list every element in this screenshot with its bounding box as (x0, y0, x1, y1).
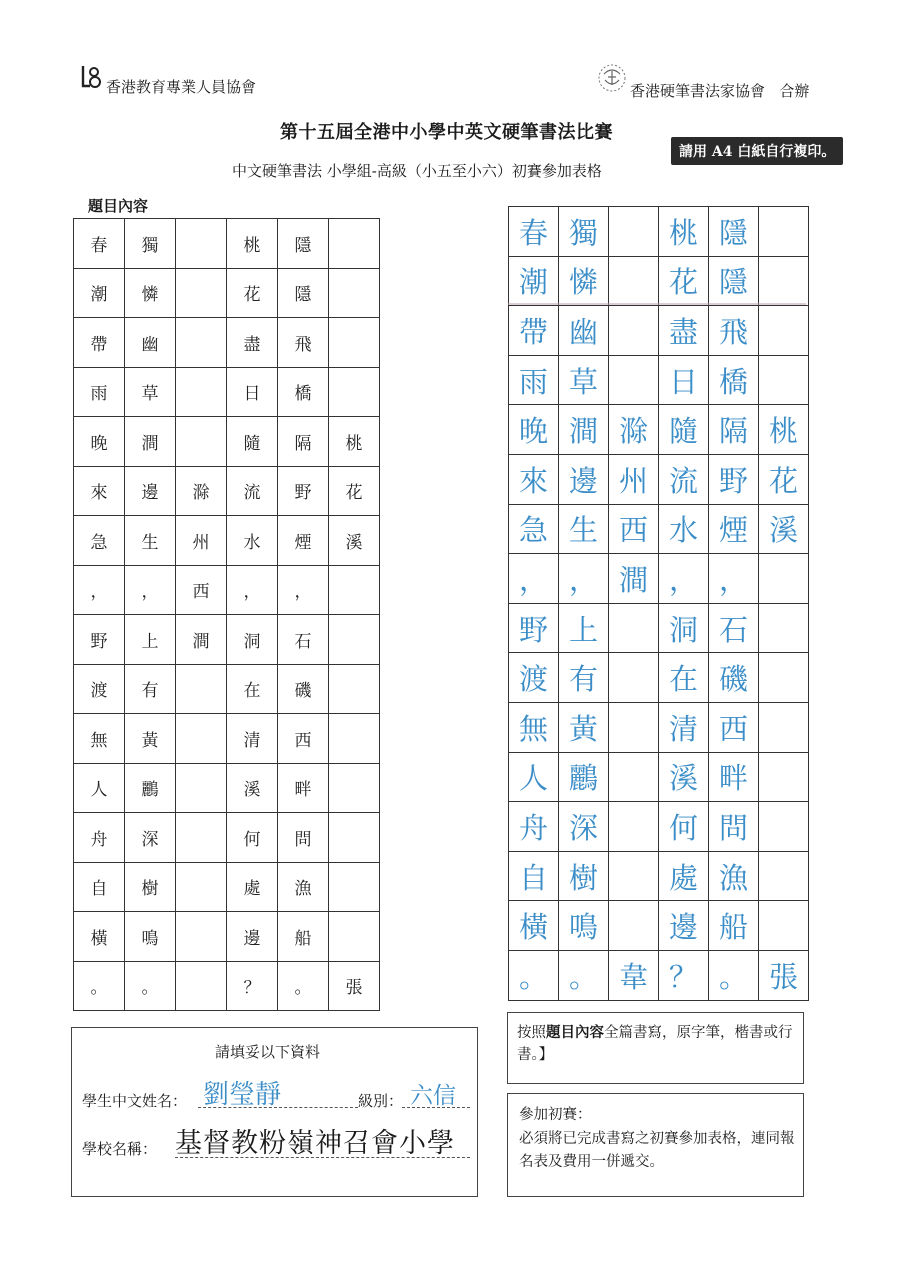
reference-char-cell: 西 (176, 565, 227, 615)
grid-row (509, 554, 809, 604)
handwritten-answer-grid (508, 206, 809, 1001)
grid-row (74, 565, 380, 615)
reference-char-cell: 盡 (227, 318, 278, 368)
handwritten-char-cell: 生 (559, 504, 609, 554)
handwritten-char-cell: 晚 (509, 405, 559, 455)
handwritten-char-cell: 桃 (759, 405, 809, 455)
handwritten-char-cell: 清 (659, 702, 709, 752)
reference-char-cell: 橫 (74, 912, 125, 962)
handwritten-char-cell: 何 (659, 802, 709, 852)
handwritten-char-cell: 韋 (609, 950, 659, 1000)
grid-row (74, 912, 380, 962)
handwritten-char-cell: 鳴 (559, 901, 609, 951)
reference-char-cell: 無 (74, 714, 125, 764)
grade-label: 級別： (358, 1092, 404, 1110)
reference-char-cell (329, 565, 380, 615)
handwritten-char-cell: 雨 (509, 355, 559, 405)
reference-char-cell (329, 862, 380, 912)
reference-char-cell (329, 714, 380, 764)
handwritten-char-cell: 隨 (659, 405, 709, 455)
handwritten-char-cell: 花 (659, 256, 709, 306)
reference-char-cell: ， (227, 565, 278, 615)
reference-char-cell: 煙 (278, 516, 329, 566)
handwritten-char-cell: 急 (509, 504, 559, 554)
reference-char-cell: 畔 (278, 763, 329, 813)
reference-char-cell: 洞 (227, 615, 278, 665)
handwritten-char-cell: 無 (509, 702, 559, 752)
reference-char-cell: 有 (125, 664, 176, 714)
handwritten-char-cell: 西 (709, 702, 759, 752)
reference-char-cell: 鸝 (125, 763, 176, 813)
handwritten-char-cell: 樹 (559, 851, 609, 901)
handwritten-char-cell: 橫 (509, 901, 559, 951)
school-name-label: 學校名稱： (82, 1140, 158, 1158)
reference-char-cell (176, 813, 227, 863)
reference-char-cell: 日 (227, 367, 278, 417)
reference-char-cell: 自 (74, 862, 125, 912)
co-host-label: 合辦 (779, 82, 810, 100)
handwritten-char-cell: 煙 (709, 504, 759, 554)
handwritten-char-cell: ， (659, 554, 709, 604)
reference-char-cell: 張 (329, 961, 380, 1011)
handwritten-char-cell: 船 (709, 901, 759, 951)
handwritten-char-cell: 幽 (559, 306, 609, 356)
handwritten-char-cell: 溪 (659, 752, 709, 802)
handwritten-char-cell: 飛 (709, 306, 759, 356)
handwritten-char-cell: 。 (709, 950, 759, 1000)
grid-row (74, 813, 380, 863)
grid-row (509, 454, 809, 504)
handwritten-char-cell: 桃 (659, 207, 709, 257)
reference-char-cell: 草 (125, 367, 176, 417)
reference-char-cell (176, 219, 227, 269)
handwritten-char-cell (609, 256, 659, 306)
handwritten-char-cell: 澗 (559, 405, 609, 455)
reference-char-cell: 幽 (125, 318, 176, 368)
handwritten-char-cell: 盡 (659, 306, 709, 356)
reference-char-cell: 船 (278, 912, 329, 962)
handwritten-char-cell: 黃 (559, 702, 609, 752)
handwritten-char-cell: 隔 (709, 405, 759, 455)
handwritten-char-cell (759, 702, 809, 752)
grid-row (74, 516, 380, 566)
reference-char-cell: 澗 (125, 417, 176, 467)
reference-char-cell: ， (74, 565, 125, 615)
reference-char-cell: 花 (329, 466, 380, 516)
handwritten-char-cell: ， (559, 554, 609, 604)
handwritten-char-cell: 帶 (509, 306, 559, 356)
reference-char-cell: 桃 (329, 417, 380, 467)
handwritten-char-cell: 州 (609, 454, 659, 504)
reference-char-cell: 人 (74, 763, 125, 813)
reference-char-cell: 渡 (74, 664, 125, 714)
photocopy-notice-badge: 請用 A4 白紙自行複印。 (671, 137, 843, 165)
reference-char-cell: 深 (125, 813, 176, 863)
reference-char-cell (329, 268, 380, 318)
grid-row (509, 851, 809, 901)
handwritten-char-cell: 鸝 (559, 752, 609, 802)
reference-char-cell (329, 763, 380, 813)
reference-char-cell: 潮 (74, 268, 125, 318)
grid-row (509, 306, 809, 356)
handwritten-char-cell (759, 653, 809, 703)
grid-row (509, 950, 809, 1000)
grid-row (509, 355, 809, 405)
reference-char-cell (329, 318, 380, 368)
form-subtitle: 中文硬筆書法 小學組-高級（小五至小六）初賽參加表格 (232, 162, 602, 180)
handwritten-char-cell (609, 603, 659, 653)
grid-row (509, 207, 809, 257)
handwritten-char-cell: 。 (509, 950, 559, 1000)
handwritten-char-cell (759, 355, 809, 405)
handwritten-char-cell (759, 603, 809, 653)
reference-char-cell: 隨 (227, 417, 278, 467)
handwritten-char-cell: 問 (709, 802, 759, 852)
grid-row (509, 603, 809, 653)
reference-char-cell: ， (125, 565, 176, 615)
handwritten-char-cell: 花 (759, 454, 809, 504)
reference-char-cell: 漁 (278, 862, 329, 912)
handwritten-char-cell: 舟 (509, 802, 559, 852)
handwritten-char-cell: 滁 (609, 405, 659, 455)
reference-char-cell: 野 (278, 466, 329, 516)
reference-char-cell (329, 912, 380, 962)
grid-row (509, 405, 809, 455)
handwritten-char-cell (759, 554, 809, 604)
handwritten-char-cell: 石 (709, 603, 759, 653)
grid-row (74, 268, 380, 318)
handwritten-char-cell (609, 802, 659, 852)
reference-char-cell (176, 961, 227, 1011)
grid-row (74, 763, 380, 813)
handwritten-char-cell (609, 207, 659, 257)
reference-char-cell: 邊 (125, 466, 176, 516)
competition-title: 第十五屆全港中小學中英文硬筆書法比賽 (280, 122, 613, 143)
handwritten-char-cell: 自 (509, 851, 559, 901)
handwritten-char-cell: 上 (559, 603, 609, 653)
handwritten-char-cell: 邊 (559, 454, 609, 504)
handwritten-char-cell: 處 (659, 851, 709, 901)
reference-char-cell: 生 (125, 516, 176, 566)
reference-char-cell: 鳴 (125, 912, 176, 962)
reference-char-cell (329, 813, 380, 863)
reference-char-cell (176, 763, 227, 813)
reference-char-cell (176, 664, 227, 714)
reference-char-cell: ， (278, 565, 329, 615)
handwritten-char-cell: 水 (659, 504, 709, 554)
reference-char-cell: 樹 (125, 862, 176, 912)
reference-char-cell: 帶 (74, 318, 125, 368)
reference-char-cell: 春 (74, 219, 125, 269)
grid-row (74, 417, 380, 467)
reference-char-cell: 憐 (125, 268, 176, 318)
handwritten-char-cell: 洞 (659, 603, 709, 653)
handwritten-char-cell: 隱 (709, 256, 759, 306)
preliminary-text: 必須將已完成書寫之初賽參加表格，連同報名表及費用一併遞交。 (519, 1131, 795, 1170)
handwritten-char-cell (609, 306, 659, 356)
reference-char-cell: 處 (227, 862, 278, 912)
grid-row (509, 702, 809, 752)
reference-char-cell (329, 219, 380, 269)
grid-row (74, 367, 380, 417)
grid-row (74, 615, 380, 665)
handwritten-char-cell (609, 851, 659, 901)
grid-row (74, 318, 380, 368)
grid-row (74, 862, 380, 912)
handwritten-char-cell: 磯 (709, 653, 759, 703)
handwritten-char-cell: 溪 (759, 504, 809, 554)
reference-char-cell (176, 318, 227, 368)
handwritten-char-cell: 春 (509, 207, 559, 257)
preliminary-title: 參加初賽： (519, 1107, 592, 1123)
handwritten-char-cell: 來 (509, 454, 559, 504)
handwritten-char-cell: 深 (559, 802, 609, 852)
reference-char-cell: 流 (227, 466, 278, 516)
organizer-right-name: 香港硬筆書法家協會 (630, 82, 766, 100)
reference-char-cell: 雨 (74, 367, 125, 417)
handwritten-char-cell: 。 (559, 950, 609, 1000)
reference-char-cell: 水 (227, 516, 278, 566)
handwritten-char-cell: 畔 (709, 752, 759, 802)
handwritten-char-cell (609, 901, 659, 951)
reference-char-cell (329, 367, 380, 417)
reference-char-cell: 州 (176, 516, 227, 566)
handwritten-char-cell (759, 752, 809, 802)
reference-char-cell: ？ (227, 961, 278, 1011)
grid-row (509, 901, 809, 951)
reference-char-cell (329, 615, 380, 665)
grid-row (74, 961, 380, 1011)
reference-char-cell: 邊 (227, 912, 278, 962)
reference-char-cell: 問 (278, 813, 329, 863)
organizer-right (630, 80, 809, 101)
reference-char-cell: 石 (278, 615, 329, 665)
reference-char-cell: 桃 (227, 219, 278, 269)
instr-prefix: 按照 (517, 1025, 546, 1041)
topic-content-label: 題目內容 (88, 197, 149, 215)
association-logo-icon (80, 64, 102, 90)
reference-char-cell (176, 417, 227, 467)
handwritten-char-cell (609, 702, 659, 752)
handwritten-char-cell: 草 (559, 355, 609, 405)
reference-char-cell: 溪 (227, 763, 278, 813)
handwritten-char-cell: 憐 (559, 256, 609, 306)
handwritten-char-cell: 渡 (509, 653, 559, 703)
handwritten-char-cell: 漁 (709, 851, 759, 901)
instr-bold: 題目內容 (546, 1024, 604, 1041)
handwritten-char-cell: 橋 (709, 355, 759, 405)
reference-char-cell: 隱 (278, 268, 329, 318)
handwritten-char-cell: 流 (659, 454, 709, 504)
grid-row (74, 466, 380, 516)
handwritten-char-cell: 邊 (659, 901, 709, 951)
grid-row (509, 653, 809, 703)
handwritten-char-cell (759, 802, 809, 852)
handwritten-char-cell: 在 (659, 653, 709, 703)
reference-char-cell: 晚 (74, 417, 125, 467)
student-name-value: 劉瑩靜 (203, 1080, 282, 1110)
handwritten-char-cell (759, 207, 809, 257)
handwritten-char-cell: ， (509, 554, 559, 604)
reference-char-cell: 獨 (125, 219, 176, 269)
reference-char-cell: 。 (74, 961, 125, 1011)
writing-instructions-text (517, 1022, 795, 1066)
handwritten-char-cell: 獨 (559, 207, 609, 257)
reference-char-cell: 西 (278, 714, 329, 764)
reference-char-cell: 來 (74, 466, 125, 516)
reference-char-cell (176, 912, 227, 962)
handwritten-char-cell (609, 752, 659, 802)
handwritten-char-cell: 野 (709, 454, 759, 504)
grid-row (509, 752, 809, 802)
grid-row (74, 714, 380, 764)
reference-char-cell: 滁 (176, 466, 227, 516)
handwritten-char-cell (609, 355, 659, 405)
handwritten-char-cell: 有 (559, 653, 609, 703)
reference-char-cell: 黃 (125, 714, 176, 764)
handwritten-char-cell: 張 (759, 950, 809, 1000)
calligraphy-society-seal-icon (596, 62, 628, 94)
grid-guideline (508, 303, 806, 305)
reference-char-cell (176, 862, 227, 912)
info-box-title: 請填妥以下資料 (215, 1043, 321, 1061)
reference-char-cell: 何 (227, 813, 278, 863)
reference-char-cell: 野 (74, 615, 125, 665)
handwritten-char-cell: 野 (509, 603, 559, 653)
reference-char-cell: 上 (125, 615, 176, 665)
grid-row (509, 504, 809, 554)
grid-row (509, 256, 809, 306)
reference-char-cell: 。 (278, 961, 329, 1011)
reference-text-grid (73, 218, 380, 1011)
handwritten-char-cell (759, 256, 809, 306)
reference-char-cell (176, 714, 227, 764)
reference-char-cell (329, 664, 380, 714)
handwritten-char-cell (759, 306, 809, 356)
student-name-label: 學生中文姓名： (82, 1092, 188, 1110)
organizer-left: 香港教育專業人員協會 (106, 78, 257, 96)
grid-row (74, 664, 380, 714)
reference-char-cell: 飛 (278, 318, 329, 368)
handwritten-char-cell: 隱 (709, 207, 759, 257)
grid-row (509, 802, 809, 852)
handwritten-char-cell: ， (709, 554, 759, 604)
handwritten-char-cell: 潮 (509, 256, 559, 306)
handwritten-char-cell: 西 (609, 504, 659, 554)
reference-char-cell: 舟 (74, 813, 125, 863)
reference-char-cell (176, 268, 227, 318)
handwritten-char-cell: 澗 (609, 554, 659, 604)
handwritten-char-cell (759, 851, 809, 901)
reference-char-cell: 橋 (278, 367, 329, 417)
reference-char-cell: 隔 (278, 417, 329, 467)
handwritten-char-cell: ？ (659, 950, 709, 1000)
school-name-value: 基督教粉嶺神召會小學 (175, 1128, 455, 1159)
handwritten-char-cell: 人 (509, 752, 559, 802)
grade-value: 六信 (410, 1083, 456, 1109)
handwritten-char-cell: 日 (659, 355, 709, 405)
handwritten-char-cell (609, 653, 659, 703)
reference-char-cell: 急 (74, 516, 125, 566)
reference-char-cell: 清 (227, 714, 278, 764)
reference-char-cell: 磯 (278, 664, 329, 714)
reference-char-cell: 。 (125, 961, 176, 1011)
instr-rest: 全篇書寫，原字筆，楷書或行書。】 (517, 1025, 793, 1063)
reference-char-cell: 在 (227, 664, 278, 714)
reference-char-cell: 澗 (176, 615, 227, 665)
reference-char-cell: 花 (227, 268, 278, 318)
handwritten-char-cell (759, 901, 809, 951)
reference-char-cell: 隱 (278, 219, 329, 269)
reference-char-cell: 溪 (329, 516, 380, 566)
reference-char-cell (176, 367, 227, 417)
grid-row (74, 219, 380, 269)
